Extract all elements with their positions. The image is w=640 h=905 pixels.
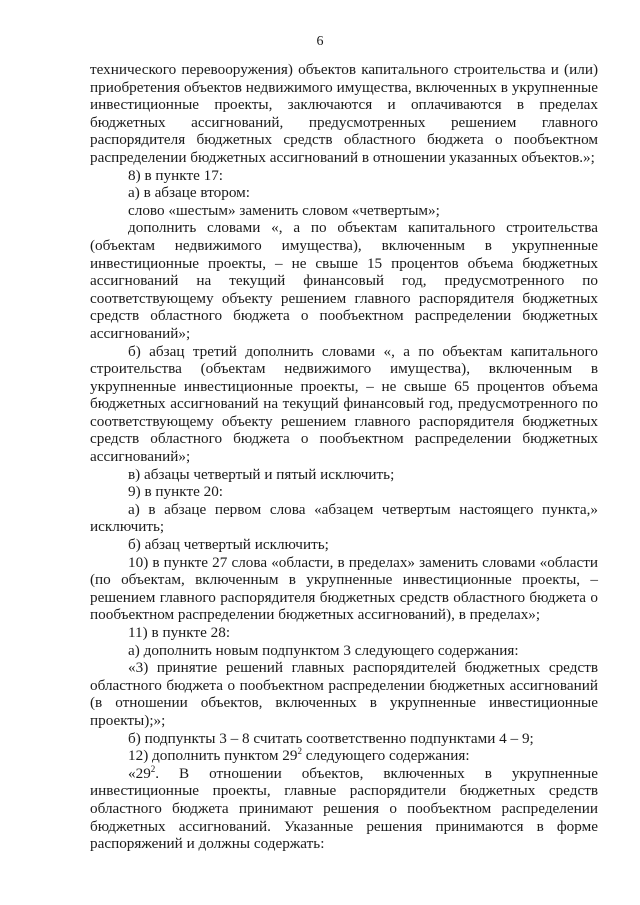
paragraph-subitem-a: а) в абзаце втором: — [128, 184, 250, 202]
paragraph-item-11-b: б) подпункты 3 – 8 считать соответственно подпунктами 4 – 9; — [128, 729, 534, 747]
paragraph-subitem-b-65: б) абзац третий дополнить словами «, а по объектам капитального строительства (объектам недвижимого имущества), включенным в укрупненные инвестиционные проекты, – не свыше 65 процентов объема бюджетных ассигнований на текущий финансовый год, предусмотренного по соответствующему объекту решением главного распорядителя бюджетных средств областного бюджета о пообъектном распределении бюджетных ассигнований»; — [90, 342, 598, 466]
paragraph-item-11: 11) в пункте 28: — [128, 624, 231, 641]
paragraph-item-12 — [90, 747, 598, 765]
point-29-tail: . В отношении объектов, включенных в укрупненные инвестиционные проекты, главные распорядители бюджетных средств областного бюджета принимают решения о пообъектном распределении бюджетных ассигнований. Указанные решения принимаются в форме распоряжений и должны содержать: — [90, 764, 598, 853]
paragraph-replace-word: слово «шестым» заменить словом «четвертым»; — [128, 201, 440, 219]
paragraph-supplement-15: дополнить словами «, а по объектам капитального строительства (объектам недвижимого имущества), включенным в укрупненные инвестиционные проекты, – не свыше 15 процентов объема бюджетных ассигнований на текущий финансовый год, предусмотренного по соответствующему объекту решением главного распорядителя бюджетных средств областного бюджета о пообъектном распределении бюджетных ассигнований»; — [90, 219, 598, 342]
item-12-tail: следующего содержания: — [301, 747, 470, 765]
paragraph-item-10: 10) в пункте 27 слова «области, в пределах» заменить словами «области (по объектам, включенным в укрупненные инвестиционные проекты, – решением главного распорядителя бюджетных средств областного бюджета о пообъектном распределении бюджетных ассигнований), в пределах»; — [90, 553, 598, 624]
paragraph-item-8: 8) в пункте 17: — [128, 166, 224, 184]
item-12-superscript: 2 — [297, 746, 302, 757]
paragraph-subitem-v: в) абзацы четвертый и пятый исключить; — [128, 465, 395, 483]
point-29-text: «29 — [128, 764, 151, 782]
paragraph-item-9: 9) в пункте 20: — [128, 483, 224, 501]
document-body — [90, 61, 598, 853]
paragraph-item-9-b: б) абзац четвертый исключить; — [128, 536, 329, 554]
paragraph-item-9-a: а) в абзаце первом слова «абзацем четвертым настоящего пункта,» исключить; — [90, 500, 598, 536]
paragraph-point-29-2 — [90, 765, 598, 853]
paragraph-continuation: технического перевооружения) объектов капитального строительства и (или) приобретения объектов недвижимого имущества, включенных в укрупненные инвестиционные проекты, заключаются и оплачиваются в пределах бюджетных ассигнований, предусмотренных решением главного распорядителя бюджетных средств областного бюджета о пообъектном распределении бюджетных ассигнований в отношении указанных объектов.»; — [90, 61, 598, 166]
page-number: 6 — [316, 34, 324, 49]
paragraph-item-11-a: а) дополнить новым подпунктом 3 следующего содержания: — [128, 641, 519, 659]
point-29-superscript: 2 — [150, 763, 156, 774]
item-12-text: 12) дополнить пунктом 29 — [128, 747, 298, 765]
paragraph-new-subitem-3: «3) принятие решений главных распорядителей бюджетных средств областного бюджета о пообъектном распределении бюджетных ассигнований (в отношении объектов, включенных в укрупненные инвестиционные проекты);»; — [90, 659, 598, 729]
